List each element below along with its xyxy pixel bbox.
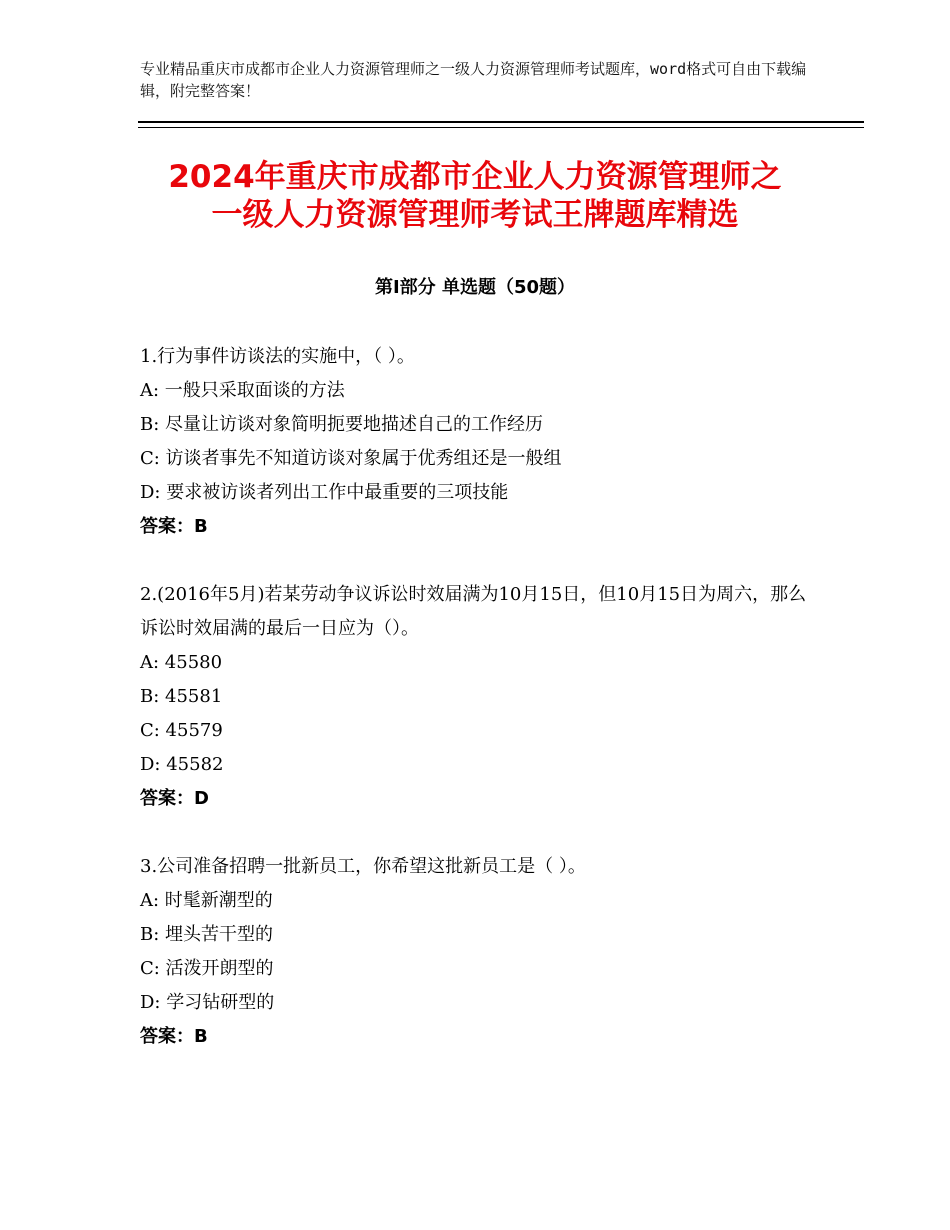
answer-key: 答案：B	[140, 516, 208, 537]
option-c: C: 活泼开朗型的	[140, 958, 274, 979]
option-c: C: 访谈者事先不知道访谈对象属于优秀组还是一般组	[140, 448, 562, 469]
question-stem: 3.公司准备招聘一批新员工，你希望这批新员工是（ ）。	[140, 856, 586, 877]
option-c: C: 45579	[140, 720, 223, 741]
question-stem: 1.行为事件访谈法的实施中，（ ）。	[140, 346, 415, 367]
question-2	[140, 578, 820, 816]
option-b: B: 埋头苦干型的	[140, 924, 274, 945]
option-a: A: 一般只采取面谈的方法	[140, 380, 345, 401]
option-b: B: 尽量让访谈对象简明扼要地描述自己的工作经历	[140, 414, 544, 435]
header-note: 专业精品重庆市成都市企业人力资源管理师之一级人力资源管理师考试题库，word格式可自由下载编辑，附完整答案！	[140, 60, 807, 100]
header-divider	[138, 121, 864, 128]
answer-key: 答案：B	[140, 1026, 208, 1047]
option-d: D: 学习钻研型的	[140, 992, 275, 1013]
section-title: 第I部分 单选题（50题）	[374, 277, 575, 298]
option-b: B: 45581	[140, 686, 223, 707]
document-title	[100, 158, 850, 234]
option-d: D: 45582	[140, 754, 224, 775]
question-list	[140, 340, 820, 1088]
option-a: A: 45580	[140, 652, 223, 673]
answer-key: 答案：D	[140, 788, 209, 809]
option-a: A: 时髦新潮型的	[140, 890, 273, 911]
document-title-line-2: 一级人力资源管理师考试王牌题库精选	[211, 197, 739, 233]
question-stem: 2.(2016年5月)若某劳动争议诉讼时效届满为10月15日，但10月15日为周六，那么诉讼时效届满的最后一日应为（）。	[140, 584, 807, 639]
question-3	[140, 850, 820, 1054]
question-1	[140, 340, 820, 544]
option-d: D: 要求被访谈者列出工作中最重要的三项技能	[140, 482, 509, 503]
document-title-line-1: 2024年重庆市成都市企业人力资源管理师之	[168, 159, 782, 195]
